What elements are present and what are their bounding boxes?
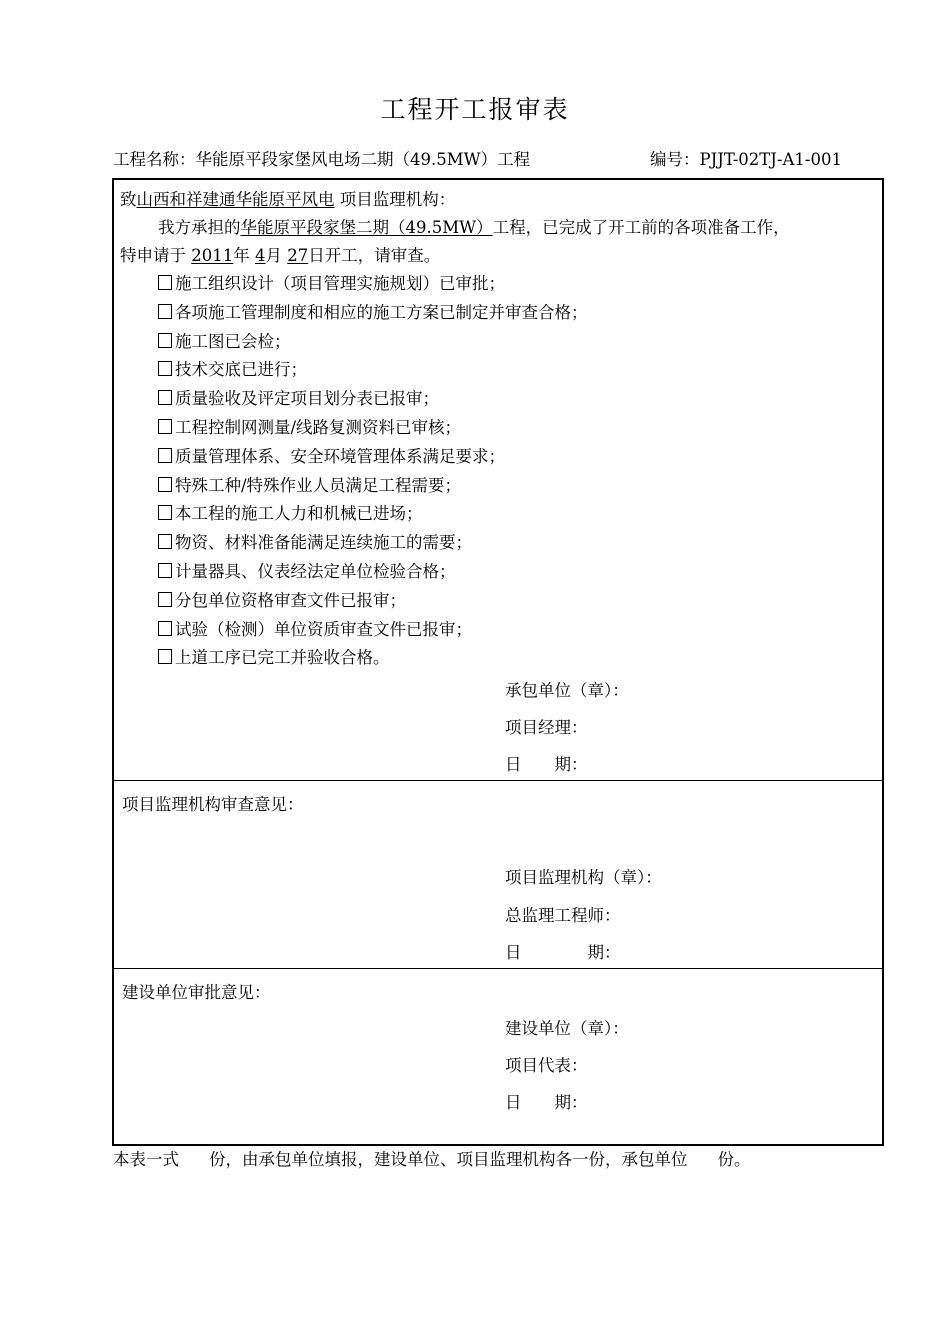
addressee-line: [120, 186, 455, 210]
checkbox-icon[interactable]: [158, 333, 172, 348]
checklist-item: [158, 644, 390, 668]
checklist-item: [158, 328, 291, 352]
supervision-opinion-heading: 项目监理机构审查意见：: [122, 795, 304, 814]
project-name-line: [113, 146, 530, 170]
checklist-item-label: 计量器具、仪表经法定单位检验合格；: [175, 562, 456, 581]
checklist-item-label: 分包单位资格审查文件已报审；: [175, 590, 406, 610]
checklist-item: [158, 414, 461, 438]
checkbox-icon[interactable]: [158, 448, 172, 463]
project-name-label: 工程名称：: [113, 150, 196, 169]
addressee-org: 山西和祥建通华能原平风电: [136, 190, 335, 209]
checklist-item: [158, 616, 472, 640]
request-suffix: 日开工，请审查。: [308, 246, 441, 265]
checklist-item-label: 质量管理体系、安全环境管理体系满足要求；: [175, 446, 505, 466]
checklist-item: [158, 587, 406, 611]
statement-prefix: 我方承担的: [158, 218, 241, 237]
contractor-seal-label: 承包单位（章）：: [505, 681, 629, 700]
contractor-date-label: 日 期：: [505, 755, 588, 774]
checklist-item-label: 技术交底已进行；: [175, 360, 307, 380]
checkbox-icon[interactable]: [158, 419, 172, 434]
statement-project: 华能原平段家堡二期（49.5MW）: [240, 218, 493, 237]
checklist-item: [158, 270, 505, 294]
request-prefix: 特申请于: [120, 246, 186, 265]
checkbox-icon[interactable]: [158, 563, 172, 578]
owner-approval-heading: 建设单位审批意见：: [122, 983, 271, 1002]
chief-engineer-label: 总监理工程师：: [505, 906, 621, 925]
checklist-item-label: 上道工序已完工并验收合格。: [175, 648, 390, 668]
footer-part-2: 份，由承包单位填报，建设单位、项目监理机构各一份，承包单位: [209, 1150, 688, 1169]
checkbox-icon[interactable]: [158, 275, 172, 290]
checkbox-icon[interactable]: [158, 390, 172, 405]
month-unit: 月: [265, 246, 282, 265]
footer-note: [113, 1146, 751, 1170]
checkbox-icon[interactable]: [158, 592, 172, 607]
checklist-item: [158, 443, 505, 467]
section-divider-2: [112, 968, 884, 969]
checklist-item-label: 质量验收及评定项目划分表已报审；: [175, 389, 439, 409]
checklist-item-label: 工程控制网测量/线路复测资料已审核；: [175, 418, 462, 437]
supervision-seal-label: 项目监理机构（章）：: [505, 868, 662, 887]
checkbox-icon[interactable]: [158, 534, 172, 549]
checklist-item-label: 特殊工种/特殊作业人员满足工程需要；: [175, 475, 462, 495]
document-code-label: 编号：: [650, 150, 700, 169]
project-name-value: 华能原平段家堡风电场二期（49.5MW）工程: [195, 150, 531, 169]
document-code-value: PJJT-02TJ-A1-001: [699, 150, 842, 169]
owner-date-label: 日 期：: [505, 1093, 588, 1112]
checklist-item: [158, 385, 439, 409]
checklist-item: [158, 356, 307, 380]
project-rep-label: 项目代表：: [505, 1056, 588, 1075]
checklist-item-label: 各项施工管理制度和相应的施工方案已制定并审查合格；: [175, 302, 588, 322]
checkbox-icon[interactable]: [158, 505, 172, 520]
checklist-item: [158, 472, 461, 496]
start-day: 27: [287, 246, 309, 265]
checklist-item-label: 试验（检测）单位资质审查文件已报审；: [175, 619, 472, 639]
start-month: 4: [255, 246, 266, 265]
checkbox-icon[interactable]: [158, 477, 172, 492]
checklist-item-label: 施工图已会检；: [175, 331, 291, 351]
checklist-item: [158, 299, 588, 323]
addressee-prefix: 致: [120, 190, 137, 209]
project-manager-label: 项目经理：: [505, 718, 588, 737]
checkbox-icon[interactable]: [158, 361, 172, 376]
section-divider-1: [112, 780, 884, 781]
document-code-line: [650, 146, 842, 170]
checkbox-icon[interactable]: [158, 304, 172, 319]
checklist-item: [158, 558, 456, 582]
request-date-line: [120, 242, 440, 266]
checklist-item-label: 本工程的施工人力和机械已进场；: [175, 504, 423, 524]
checklist-item: [158, 529, 472, 553]
page-title: 工程开工报审表: [380, 95, 570, 124]
statement-suffix: 工程，已完成了开工前的各项准备工作，: [492, 218, 790, 237]
footer-part-1: 本表一式: [113, 1150, 179, 1169]
owner-seal-label: 建设单位（章）：: [505, 1019, 629, 1038]
supervision-date-label: 日 期：: [505, 943, 621, 962]
checkbox-icon[interactable]: [158, 621, 172, 636]
checklist-item: [158, 500, 423, 524]
year-unit: 年: [233, 246, 250, 265]
checklist-item-label: 物资、材料准备能满足连续施工的需要；: [175, 533, 472, 553]
footer-part-3: 份。: [717, 1150, 751, 1169]
start-year: 2011: [191, 246, 234, 265]
statement-line: [158, 214, 790, 238]
checkbox-icon[interactable]: [158, 649, 172, 664]
addressee-suffix: 项目监理机构：: [334, 190, 456, 209]
checklist-item-label: 施工组织设计（项目管理实施规划）已审批；: [175, 274, 505, 293]
